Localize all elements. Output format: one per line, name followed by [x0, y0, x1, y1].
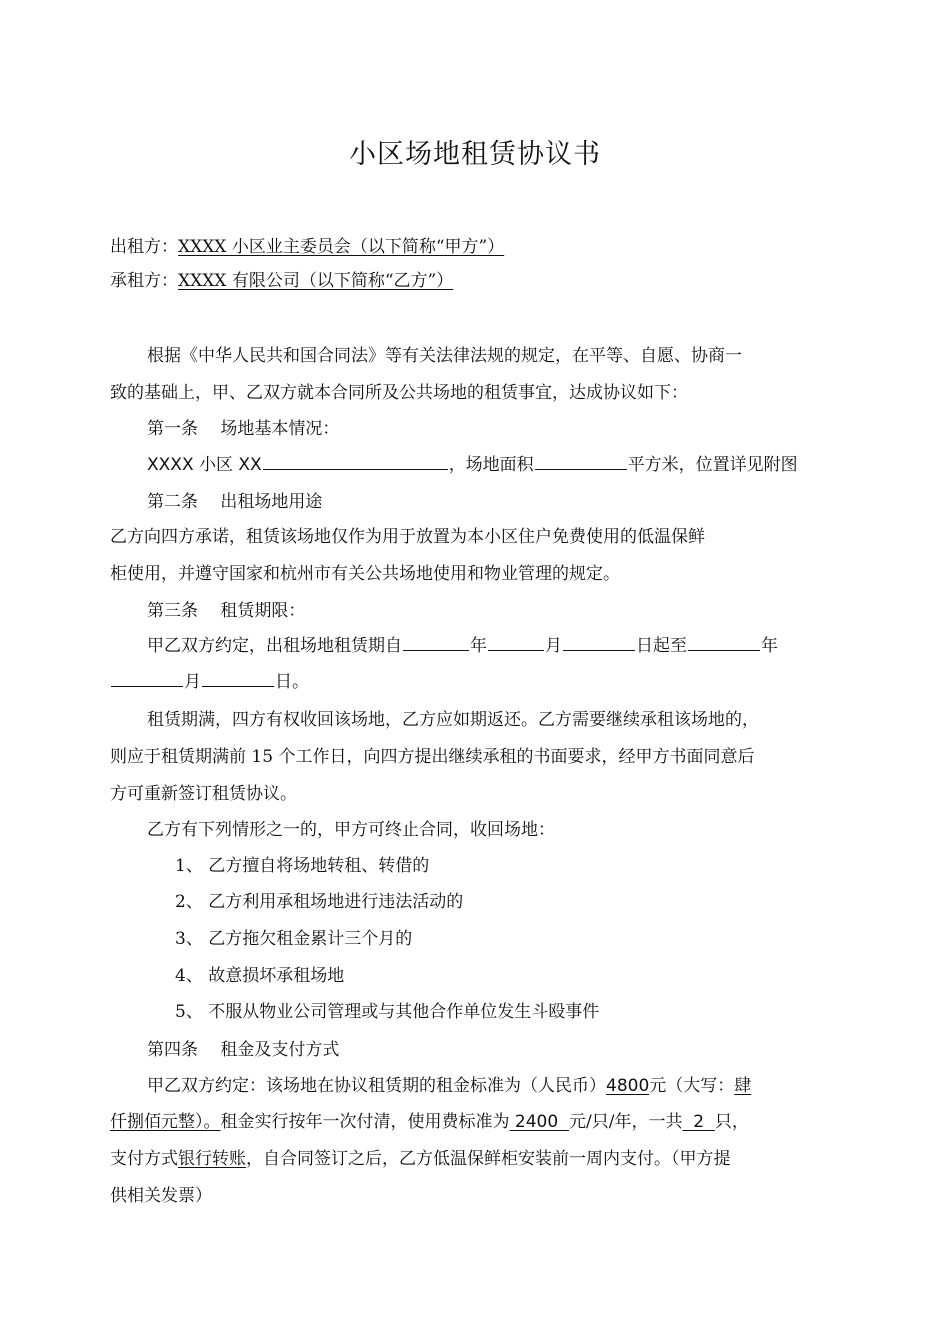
document-title: 小区场地租赁协议书 — [349, 139, 601, 170]
start-year-blank — [403, 632, 469, 651]
rent-amount: 4800 — [606, 1076, 650, 1096]
area-blank — [535, 451, 627, 470]
article1-location-line — [147, 450, 798, 475]
location-prefix: XXXX 小区 XX — [147, 455, 262, 475]
rent-line-1 — [147, 1071, 751, 1096]
pay-method-value: 银行转账 — [178, 1149, 246, 1169]
expire-line-1: 租赁期满，四方有权收回该场地，乙方应如期返还。乙方需要继续承租该场地的， — [147, 710, 759, 730]
rent-line-2 — [110, 1107, 749, 1132]
list-item: 1、 乙方擅自将场地转租、转借的 — [175, 856, 430, 876]
end-month-blank — [111, 668, 183, 687]
list-item: 2、 乙方利用承租场地进行违法活动的 — [175, 892, 464, 912]
start-month-blank — [488, 632, 544, 651]
term-line-2 — [110, 667, 309, 692]
end-day-label: 日。 — [275, 672, 309, 692]
intro-line-2: 致的基础上，甲、乙双方就本合同所及公共场地的租赁事宜，达成协议如下： — [110, 383, 688, 403]
lessee-line — [110, 266, 453, 291]
rent-amount-chinese-a: 肆 — [734, 1076, 752, 1096]
rent-mid: 元（大写： — [649, 1076, 735, 1096]
list-item: 4、 故意损坏承租场地 — [175, 966, 345, 986]
article4-heading: 第四条 租金及支付方式 — [147, 1040, 340, 1060]
area-suffix: 平方米，位置详见附图 — [627, 455, 798, 475]
term-prefix: 甲乙双方约定，出租场地租赁期自 — [147, 636, 402, 656]
fee-label: 租金实行按年一次付清，使用费标准为 — [220, 1112, 510, 1132]
article1-heading: 第一条 场地基本情况： — [147, 419, 340, 439]
fee-unit: 元/只/年，一共 — [568, 1112, 683, 1132]
term-line-1 — [147, 631, 778, 656]
lessee-label: 承租方： — [110, 271, 178, 291]
rent-line-3 — [110, 1144, 731, 1169]
start-day-blank — [563, 632, 635, 651]
article2-line-1: 乙方向四方承诺，租赁该场地仅作为用于放置为本小区住户免费使用的低温保鲜 — [110, 527, 705, 547]
rent-prefix: 甲乙双方约定：该场地在协议租赁期的租金标准为（人民币） — [147, 1076, 606, 1096]
pay-method-rest: ，自合同签订之后，乙方低温保鲜柜安装前一周内支付。（甲方提 — [246, 1149, 731, 1169]
end-year-label: 年 — [761, 636, 778, 656]
list-item: 5、 不服从物业公司管理或与其他合作单位发生斗殴事件 — [175, 1002, 600, 1022]
expire-line-2: 则应于租赁期满前 15 个工作日，向四方提出继续承租的书面要求，经甲方书面同意后 — [110, 747, 755, 767]
day-from-label: 日起至 — [636, 636, 687, 656]
list-item: 3、 乙方拖欠租金累计三个月的 — [175, 929, 413, 949]
rent-amount-chinese-b: 仟捌佰元整）。 — [110, 1112, 221, 1132]
month-label: 月 — [545, 636, 562, 656]
end-year-blank — [688, 632, 760, 651]
lessor-label: 出租方： — [110, 237, 178, 257]
terminate-intro: 乙方有下列情形之一的，甲方可终止合同，收回场地： — [147, 820, 555, 840]
end-day-blank — [202, 668, 274, 687]
unit-count: 2 — [682, 1112, 715, 1132]
year-label: 年 — [470, 636, 487, 656]
expire-line-3: 方可重新签订租赁协议。 — [110, 784, 297, 804]
fee-value: 2400 — [509, 1112, 569, 1132]
area-label: ，场地面积 — [448, 455, 534, 475]
lessor-value: XXXX 小区业主委员会（以下简称“甲方”） — [178, 237, 505, 257]
lessor-line — [110, 232, 504, 257]
intro-line-1: 根据《中华人民共和国合同法》等有关法律法规的规定，在平等、自愿、协商一 — [147, 346, 742, 366]
rent-line-4: 供相关发票） — [110, 1186, 212, 1206]
count-unit: 只， — [714, 1112, 749, 1132]
pay-method-label: 支付方式 — [110, 1149, 178, 1169]
article2-line-2: 柜使用，并遵守国家和杭州市有关公共场地使用和物业管理的规定。 — [110, 564, 620, 584]
lessee-value: XXXX 有限公司（以下简称“乙方”） — [178, 271, 454, 291]
article3-heading: 第三条 租赁期限： — [147, 601, 306, 621]
article2-heading: 第二条 出租场地用途 — [147, 492, 323, 512]
location-blank — [263, 451, 448, 470]
end-month-label: 月 — [184, 672, 201, 692]
